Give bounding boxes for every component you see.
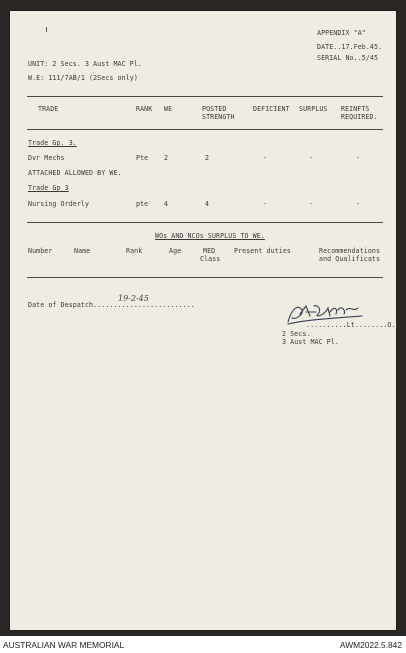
attached-note: ATTACHED ALLOWED BY WE. <box>28 169 122 177</box>
col-rank: RANK <box>136 105 153 113</box>
col-we: WE <box>164 105 173 113</box>
table-header-rule <box>27 129 383 130</box>
we-line: W.E: 111/7AB/1 (2Secs only) <box>28 74 138 82</box>
signature-line-2: 3 Aust MAC Pl. <box>282 338 339 346</box>
surplus-col-duties: Present duties <box>234 247 291 255</box>
document-page <box>10 11 400 630</box>
row1-rank: Pte <box>136 154 149 162</box>
footer-institution: AUSTRALIAN WAR MEMORIAL <box>3 640 125 650</box>
surplus-col-number: Number <box>28 247 53 255</box>
row1-deficient: - <box>263 154 268 162</box>
surplus-col-rank: Rank <box>126 247 143 255</box>
surplus-bottom-rule <box>27 277 383 278</box>
col-posted-2: STRENGTH <box>202 113 235 121</box>
handwritten-despatch-date: 19-2-45 <box>118 294 149 303</box>
col-posted-1: POSTED <box>202 105 227 113</box>
surplus-col-age: Age <box>169 247 182 255</box>
trade-group-1: Trade Gp. 3. <box>28 139 77 147</box>
row2-we: 4 <box>164 200 169 208</box>
unit-line: UNIT: 2 Secs. 3 Aust MAC Pl. <box>28 60 142 68</box>
signature-line-1: 2 Secs. <box>282 330 311 338</box>
col-deficient: DEFICIENT <box>253 105 290 113</box>
row2-deficient: - <box>263 200 268 208</box>
row1-posted: 2 <box>205 154 210 162</box>
row2-reinfts: - <box>356 200 361 208</box>
document-date: DATE..17.Feb.45. <box>317 43 383 51</box>
serial-number: SERIAL No..5/45 <box>317 54 379 62</box>
col-reinfts-2: REQUIRED. <box>341 113 378 121</box>
row2-trade: Nursing Orderly <box>28 200 90 208</box>
row2-surplus: - <box>309 200 314 208</box>
row1-surplus: - <box>309 154 314 162</box>
punch-mark <box>46 27 47 32</box>
row2-rank: pte <box>136 200 149 208</box>
row1-trade: Dvr Mechs <box>28 154 65 162</box>
appendix-label: APPENDIX "A" <box>317 29 366 37</box>
row1-reinfts: - <box>356 154 361 162</box>
footer-accession-number: AWM2022.5.842 <box>339 640 402 650</box>
surplus-col-med-1: MED <box>203 247 216 255</box>
surplus-col-recommend-1: Recommendations <box>319 247 381 255</box>
row2-posted: 4 <box>205 200 210 208</box>
table-top-rule <box>27 96 383 97</box>
col-reinfts-1: REINFTS <box>341 105 370 113</box>
col-trade: TRADE <box>38 105 59 113</box>
surplus-title: WOs AND NCOs SURPLUS TO WE. <box>155 232 265 240</box>
signature-rank: ..........Lt........O.C <box>306 321 400 329</box>
despatch-label: Date of Despatch......................... <box>28 301 195 309</box>
table-bottom-rule <box>27 222 383 223</box>
surplus-col-name: Name <box>74 247 91 255</box>
col-surplus: SURPLUS <box>299 105 328 113</box>
trade-group-2: Trade Gp 3 <box>28 184 69 192</box>
row1-we: 2 <box>164 154 169 162</box>
surplus-col-recommend-2: and Qualificats <box>319 255 381 263</box>
surplus-col-med-2: Class <box>200 255 221 263</box>
